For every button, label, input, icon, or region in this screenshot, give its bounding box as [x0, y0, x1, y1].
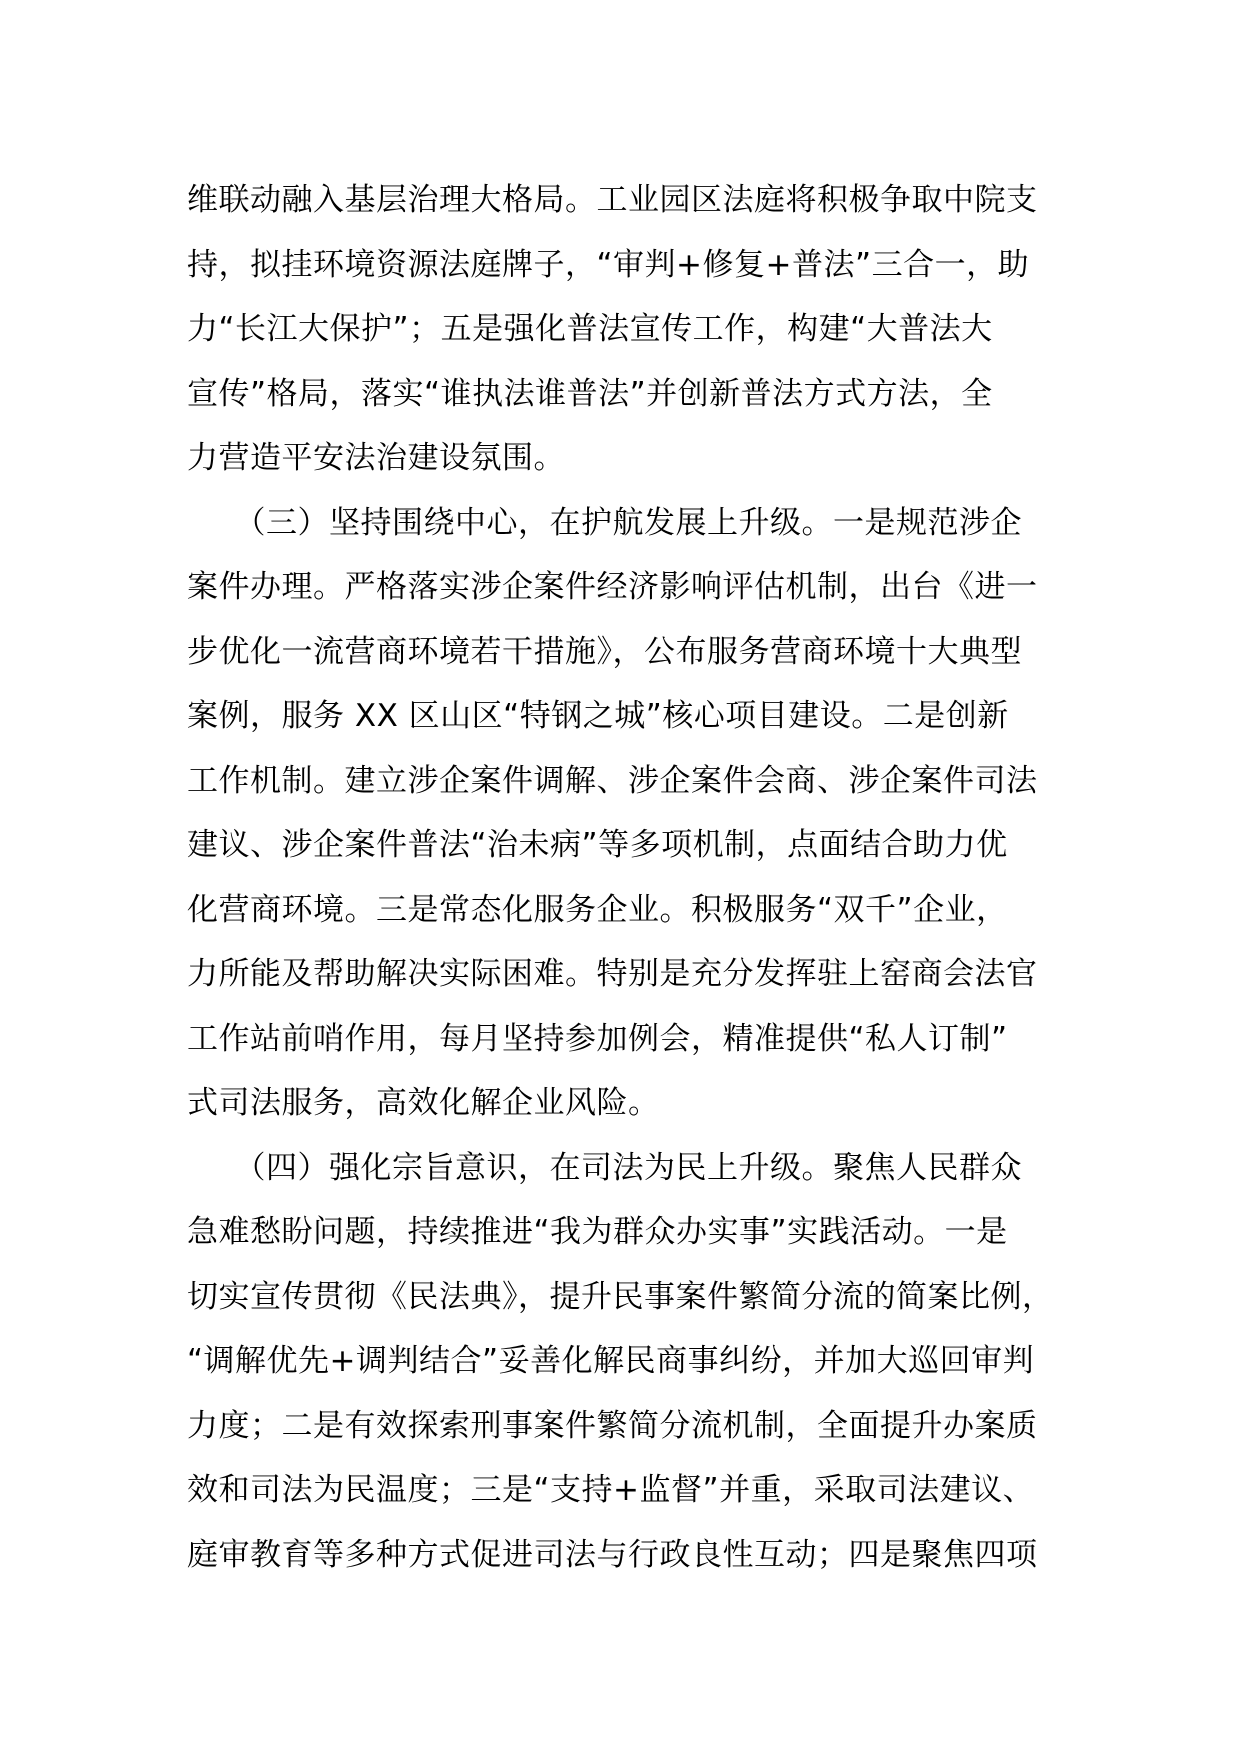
text-line: 力“长江大保护”；五是强化普法宣传工作，构建“大普法大: [187, 311, 993, 347]
section-heading-line: （三）坚持围绕中心，在护航发展上升级。一是规范涉企: [187, 504, 1022, 541]
text-line: 力营造平安法治建设氛围。: [187, 440, 565, 476]
text-line: 案件办理。严格落实涉企案件经济影响评估机制，出台《进一: [187, 569, 1038, 605]
text-line: 宣传”格局，落实“谁执法谁普法”并创新普法方式方法，全: [187, 375, 993, 412]
text-line: 工作机制。建立涉企案件调解、涉企案件会商、涉企案件司法: [187, 762, 1038, 799]
text-line: 步优化一流营商环境若干措施》，公布服务营商环境十大典型: [187, 633, 1022, 670]
text-line: 力度；二是有效探索刑事案件繁简分流机制，全面提升办案质: [187, 1407, 1038, 1444]
text-line: 化营商环境。三是常态化服务企业。积极服务“双千”企业，: [187, 891, 1008, 928]
text-line: 式司法服务，高效化解企业风险。: [187, 1085, 660, 1121]
text-line: 效和司法为民温度；三是“支持+监督”并重，采取司法建议、: [187, 1472, 1035, 1508]
text-line: 建议、涉企案件普法“治未病”等多项机制，点面结合助力优: [187, 827, 1008, 863]
text-line: 力所能及帮助解决实际困难。特别是充分发挥驻上窑商会法官: [187, 956, 1038, 992]
document-body: [187, 168, 1067, 1587]
text-line: 维联动融入基层治理大格局。工业园区法庭将积极争取中院支: [187, 182, 1038, 218]
section-heading-line: （四）强化宗旨意识，在司法为民上升级。聚焦人民群众: [187, 1149, 1022, 1186]
text-line: 工作站前哨作用，每月坚持参加例会，精准提供“私人订制”: [187, 1020, 1008, 1057]
text-line: 庭审教育等多种方式促进司法与行政良性互动；四是聚焦四项: [187, 1536, 1038, 1573]
text-line: “调解优先+调判结合”妥善化解民商事纠纷，并加大巡回审判: [187, 1343, 1035, 1379]
text-line: 案例，服务 XX 区山区“特钢之城”核心项目建设。二是创新: [187, 698, 1009, 734]
text-line: 切实宣传贯彻《民法典》，提升民事案件繁简分流的简案比例，: [187, 1278, 1054, 1315]
text-line: 持，拟挂环境资源法庭牌子，“审判+修复+普法”三合一，助: [187, 246, 1030, 283]
text-line: 急难愁盼问题，持续推进“我为群众办实事”实践活动。一是: [187, 1214, 1008, 1250]
